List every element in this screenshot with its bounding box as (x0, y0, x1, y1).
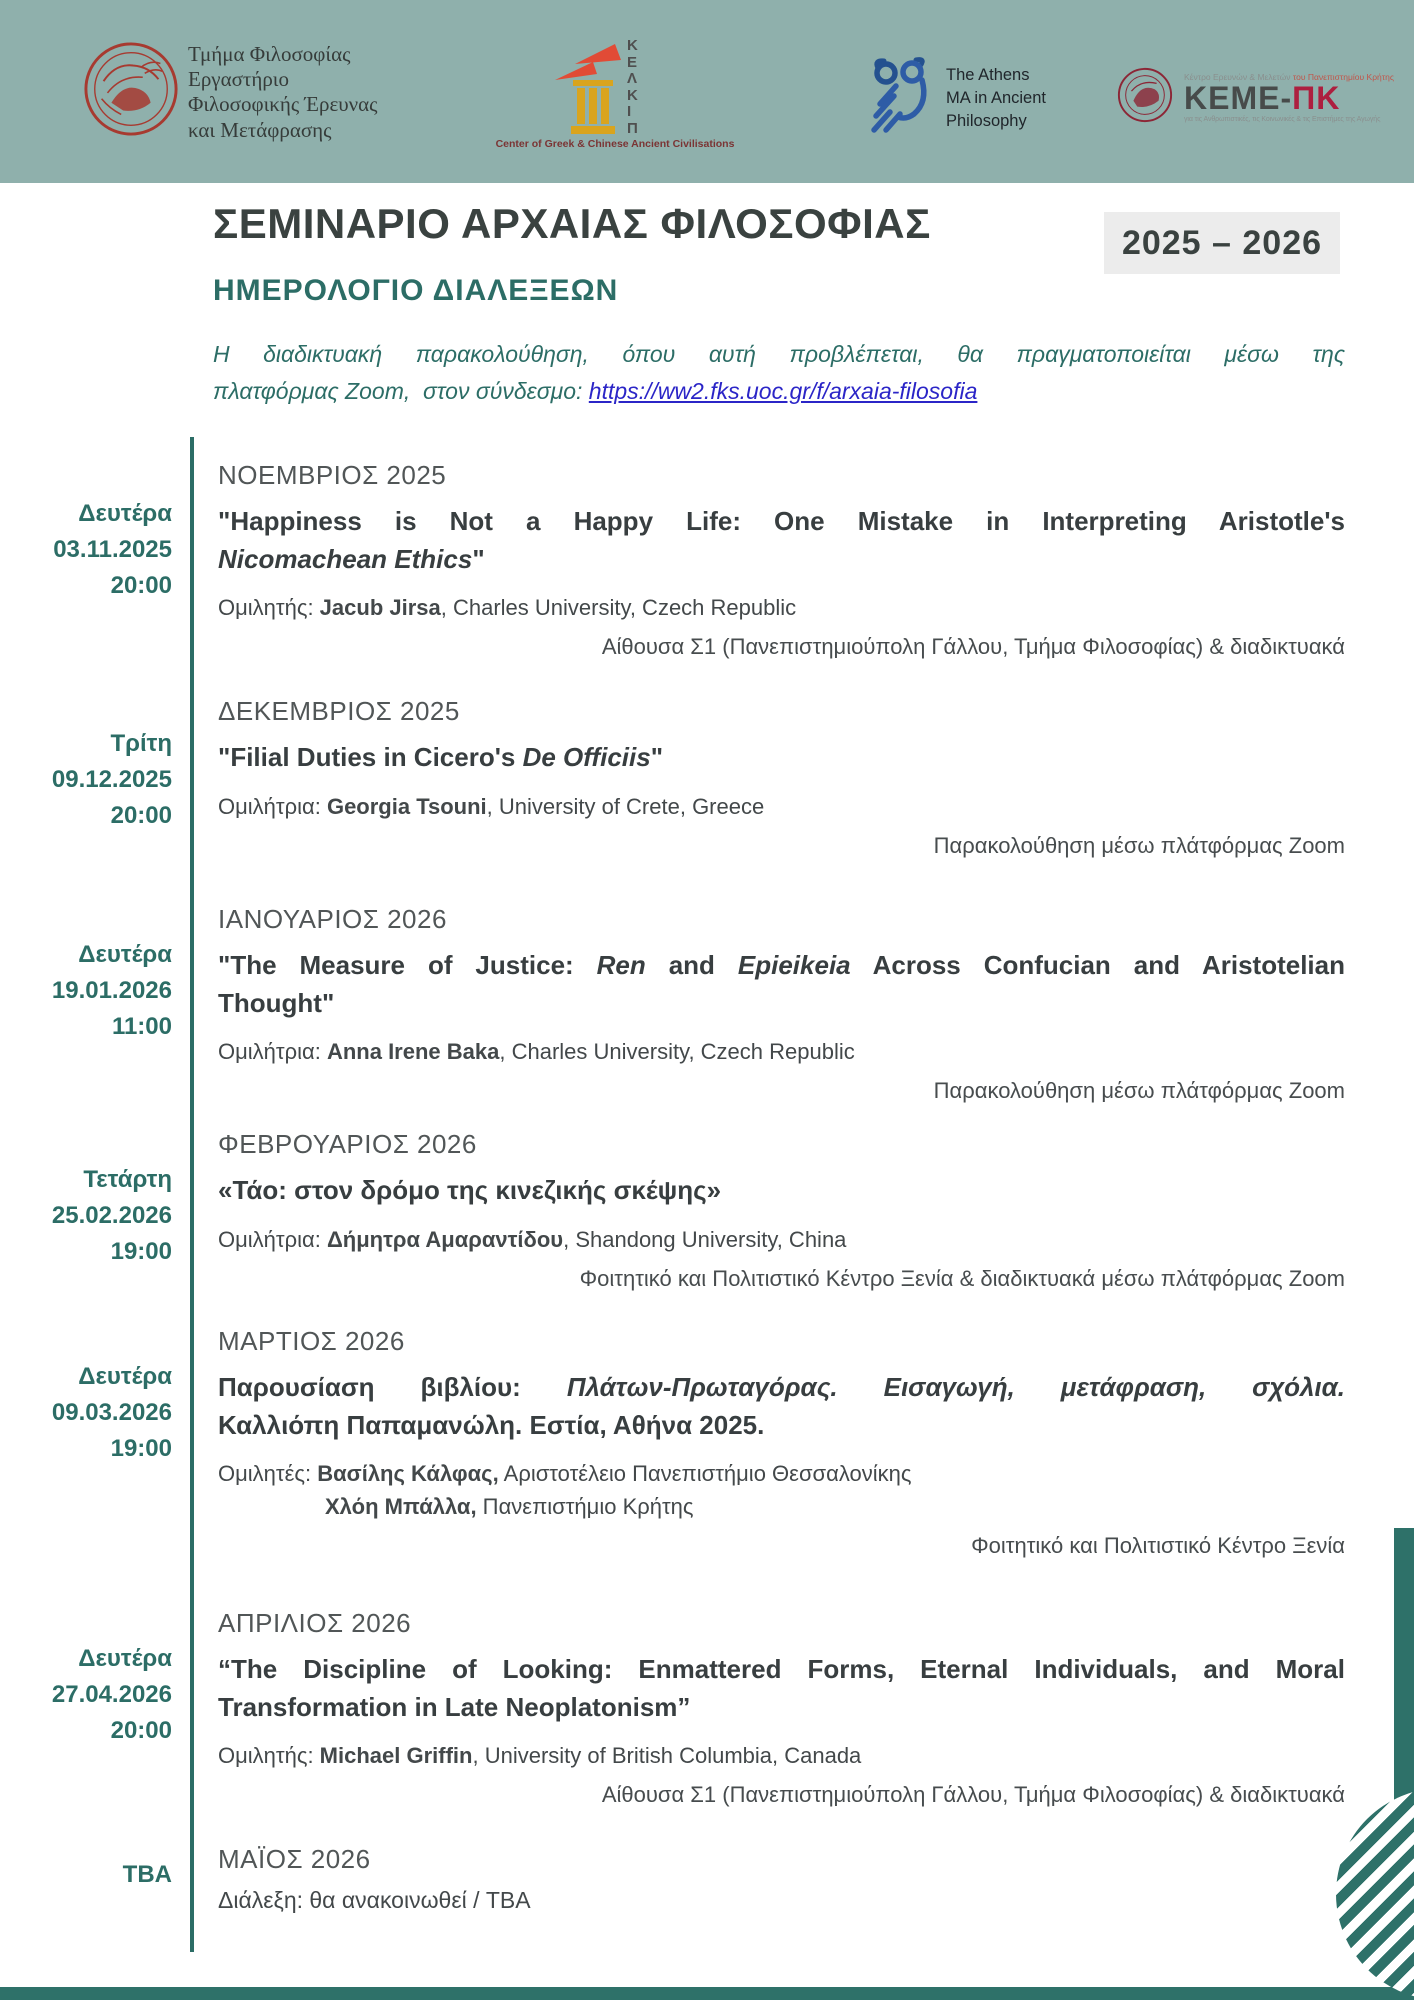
kelkip-letter: Π (627, 119, 638, 137)
seminar-entry-may (218, 1844, 1345, 1914)
page-title: ΣΕΜΙΝΑΡΙΟ ΑΡΧΑΙΑΣ ΦΙΛΟΣΟΦΙΑΣ (213, 200, 931, 247)
entry-speakers: Ομιλητής: Jacub Jirsa, Charles University, Czech Republic (218, 595, 797, 621)
entry-title: "Filial Duties in Cicero's De Officiis" (218, 742, 664, 772)
entry-speakers: Ομιλήτρια: Georgia Tsouni, University of Crete, Greece (218, 793, 765, 819)
entry-date-num: 25.02.2026 (51, 1202, 172, 1229)
kelkip-letter: Κ (627, 86, 638, 104)
entry-time: 20:00 (110, 802, 172, 829)
kelkip-letter: Ε (627, 53, 638, 71)
zoom-link[interactable]: https://ww2.fks.uoc.gr/f/arxaia-filosofia (588, 378, 978, 405)
athens-line: MA in Ancient (946, 88, 1046, 107)
entry-date-5 (20, 1359, 172, 1467)
entry-title: “The Discipline of Looking: Enmattered Forms, Eternal Individuals, and Moral Transformation in Late Neoplatonism” (218, 1654, 1345, 1722)
entry-speakers: Ομιλητής: Michael Griffin, University of British Columbia, Canada (218, 1743, 862, 1769)
years-badge: 2025 – 2026 (1104, 212, 1340, 274)
striped-circle-decoration (1336, 1788, 1414, 2000)
keme-pk-logo (1116, 66, 1399, 129)
entry-time: 19:00 (110, 1435, 172, 1462)
seminar-entry-march (218, 1326, 1345, 1559)
dept-line: Εργαστήριο (188, 67, 289, 92)
entry-date-num: 03.11.2025 (53, 536, 172, 563)
entry-title: "Happiness is Not a Happy Life: One Mistake in Interpreting Aristotle's Nicomachean Ethics" (218, 506, 1345, 574)
keme-top-line: Κέντρο Ερευνών & Μελετών του Πανεπιστημίου Κρήτης (1184, 72, 1394, 83)
intro-paragraph (213, 336, 1345, 411)
entry-location: Αίθουσα Σ1 (Πανεπιστημιούπολη Γάλλου, Τμήμα Φιλοσοφίας) & διαδικτυακά (601, 634, 1345, 660)
keme-seal-icon (1116, 66, 1174, 129)
entry-date-2 (20, 726, 172, 834)
entry-date-6 (20, 1641, 172, 1749)
entry-month: ΙΑΝΟΥΑΡΙΟΣ 2026 (218, 904, 447, 934)
entry-speakers: Ομιλήτρια: Δήμητρα Αμαραντίδου, Shandong University, China (218, 1226, 847, 1252)
entry-location: Παρακολούθηση μέσω πλάτφόρμας Zoom (933, 832, 1345, 858)
entry-month: ΔΕΚΕΜΒΡΙΟΣ 2025 (218, 696, 460, 726)
kelkip-letter: Λ (627, 70, 638, 87)
entry-day: TBA (122, 1861, 172, 1888)
seminar-entry-february (218, 1129, 1345, 1292)
entry-location: Παρακολούθηση μέσω πλάτφόρμας Zoom (933, 1078, 1345, 1104)
entry-location: Αίθουσα Σ1 (Πανεπιστημιούπολη Γάλλου, Τμήμα Φιλοσοφίας) & διαδικτυακά (601, 1782, 1345, 1808)
entry-location: Φοιτητικό και Πολιτιστικό Κέντρο Ξενία & διαδικτυακά μέσω πλάτφόρμας Zoom (579, 1265, 1345, 1291)
dept-line: και Μετάφρασης (188, 117, 332, 142)
entry-speakers: Ομιλητές: Βασίλης Κάλφας, Αριστοτέλειο Πανεπιστήμιο Θεσσαλονίκης Χλόη Μπάλλα, Πανεπιστήμιο Κρήτης (218, 1461, 912, 1520)
university-of-crete-seal-icon (82, 40, 180, 143)
entry-day: Δευτέρα (78, 1645, 172, 1672)
seminar-entry-april (218, 1608, 1345, 1808)
kelkip-caption: Center of Greek & Chinese Ancient Civilisations (495, 138, 735, 150)
kelkip-letter: Κ (627, 37, 638, 54)
entry-speakers: Ομιλήτρια: Anna Irene Baka, Charles University, Czech Republic (218, 1039, 855, 1065)
athens-ma-name (946, 56, 1046, 132)
entry-date-num: 19.01.2026 (51, 977, 172, 1004)
kelkip-logo (485, 34, 745, 159)
entry-month: ΦΕΒΡΟΥΑΡΙΟΣ 2026 (218, 1129, 477, 1159)
keme-text (1184, 72, 1399, 123)
entry-title: "The Measure of Justice: Ren and Epieikeia Across Confucian and Aristotelian Thought" (218, 950, 1345, 1018)
entry-date-1 (20, 496, 172, 604)
athens-ma-logo (870, 56, 1046, 141)
entry-date-7 (20, 1857, 172, 1893)
entry-day: Δευτέρα (78, 1363, 172, 1390)
kelkip-column-icon (553, 36, 623, 141)
intro-link-prefix: πλατφόρμας Zoom, στον σύνδεσμο: (213, 378, 589, 405)
athens-line: Philosophy (946, 111, 1027, 130)
entry-date-3 (20, 937, 172, 1045)
entry-note: Διάλεξη: θα ανακοινωθεί / TBA (218, 1887, 531, 1913)
entry-time: 19:00 (110, 1238, 172, 1265)
entry-month: ΜΑΪΟΣ 2026 (218, 1844, 371, 1874)
entry-month: ΑΠΡΙΛΙΟΣ 2026 (218, 1608, 412, 1638)
intro-line-2 (213, 373, 1345, 410)
entry-day: Δευτέρα (78, 941, 172, 968)
entry-date-num: 09.03.2026 (51, 1399, 172, 1426)
entry-time: 11:00 (111, 1013, 172, 1040)
entry-title: «Τάο: στον δρόμο της κινεζικής σκέψης» (218, 1175, 722, 1205)
entry-date-num: 09.12.2025 (51, 766, 172, 793)
entry-date-num: 27.04.2026 (51, 1681, 172, 1708)
keme-bottom-line: για τις Ανθρωπιστικές, τις Κοινωνικές & τις Επιστήμες της Αγωγής (1184, 115, 1381, 123)
kelkip-letter: Ι (627, 103, 632, 120)
entry-day: Τετάρτη (83, 1166, 172, 1193)
entry-location: Φοιτητικό και Πολιτιστικό Κέντρο Ξενία (971, 1533, 1345, 1559)
seminar-entry-november (218, 460, 1345, 660)
entry-day: Τρίτη (110, 730, 172, 757)
entry-day: Δευτέρα (78, 500, 172, 527)
dept-line: Τμήμα Φιλοσοφίας (188, 42, 351, 66)
entry-month: ΜΑΡΤΙΟΣ 2026 (218, 1326, 405, 1356)
athens-line: The Athens (946, 66, 1030, 84)
department-name (188, 42, 377, 143)
dept-line: Φιλοσοφικής Έρευνας (188, 92, 378, 117)
intro-line-1: Η διαδικτυακή παρακολούθηση, όπου αυτή προβλέπεται, θα πραγματοποιείται μέσω της (213, 341, 1345, 367)
entry-month: ΝΟΕΜΒΡΙΟΣ 2025 (218, 460, 447, 490)
entry-time: 20:00 (110, 1717, 172, 1744)
page-subtitle: ΗΜΕΡΟΛΟΓΙΟ ΔΙΑΛΕΞΕΩΝ (213, 274, 619, 307)
entry-time: 20:00 (110, 572, 172, 599)
bottom-bar (0, 1987, 1414, 2000)
timeline-line (190, 437, 194, 1952)
header-band (0, 0, 1414, 183)
seminar-entry-january (218, 904, 1345, 1104)
seminar-entry-december (218, 696, 1345, 859)
keme-wordmark: KEME-ΠΚ (1184, 80, 1341, 117)
kelkip-letters (627, 38, 638, 137)
entry-title: Παρουσίαση βιβλίου: Πλάτων-Πρωταγόρας. Εισαγωγή, μετάφραση, σχόλια. Καλλιόπη Παπαμανώλη. Εστία, Αθήνα 2025. (218, 1372, 1345, 1440)
entry-date-4 (20, 1162, 172, 1270)
owl-icon (870, 56, 932, 141)
